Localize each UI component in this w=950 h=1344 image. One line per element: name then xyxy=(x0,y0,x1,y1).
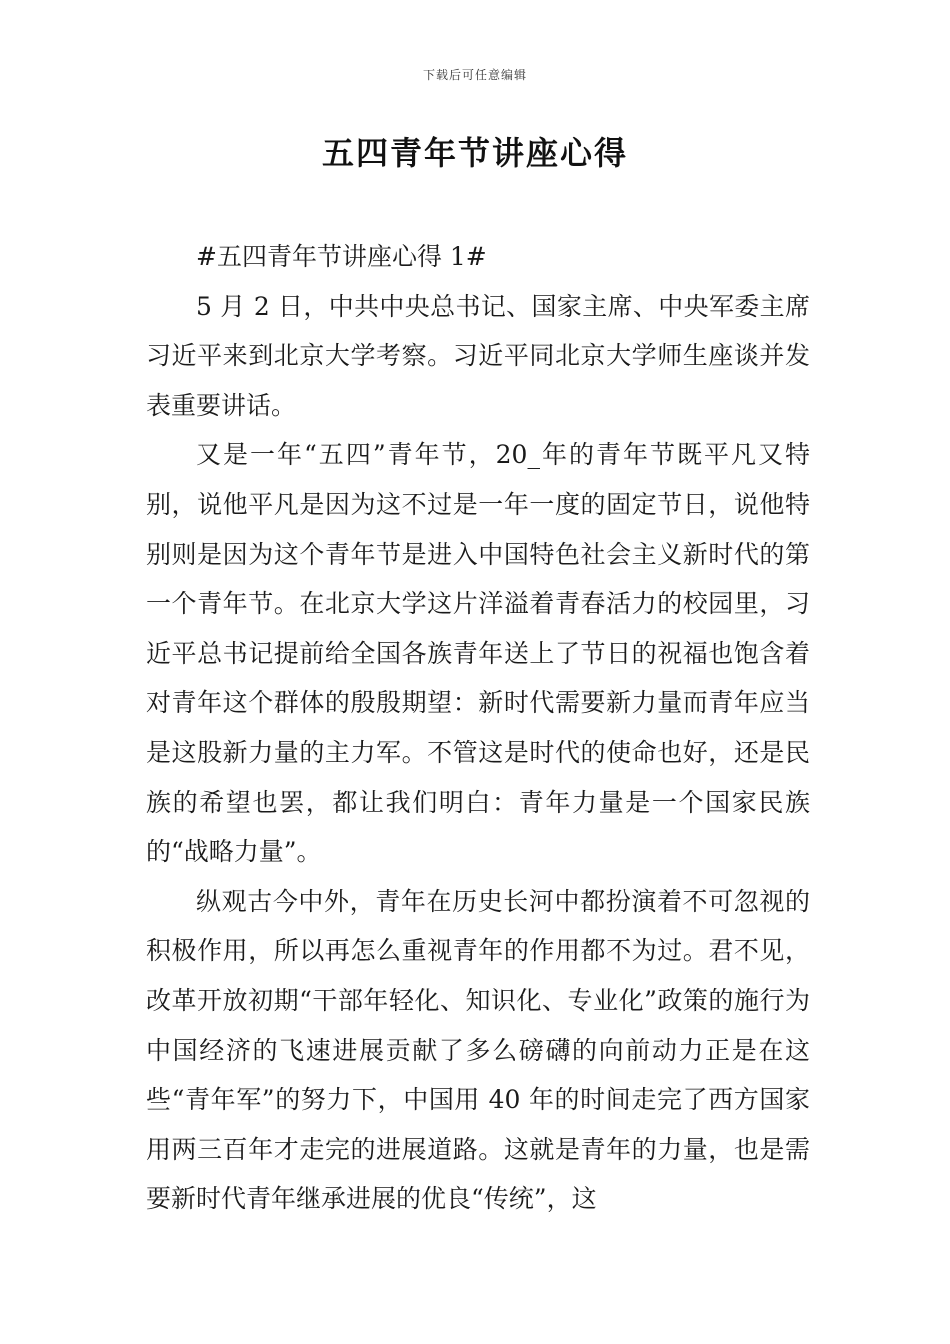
document-title: 五四青年节讲座心得 xyxy=(321,134,628,172)
paragraph: 又是一年“五四”青年节，20_年的青年节既平凡又特别，说他平凡是因为这不过是一年一度的固定节日，说他特别则是因为这个青年节是进入中国特色社会主义新时代的第一个青年节。在北京大学这片洋溢着青春活力的校园里，习近平总书记提前给全国各族青年送上了节日的祝福也饱含着对青年这个群体的殷殷期望：新时代需要新力量而青年应当是这股新力量的主力军。不管这是时代的使命也好，还是民族的希望也罢，都让我们明白：青年力量是一个国家民族的“战略力量”。 xyxy=(146,440,810,867)
header-note: 下载后可任意编辑 xyxy=(422,68,527,82)
section-heading: #五四青年节讲座心得 1# xyxy=(196,242,487,271)
paragraph: 纵观古今中外，青年在历史长河中都扮演着不可忽视的积极作用，所以再怎么重视青年的作用都不为过。君不见，改革开放初期“干部年轻化、知识化、专业化”政策的施行为中国经济的飞速进展贡献了多么磅礴的向前动力正是在这些“青年军”的努力下，中国用 40 年的时间走完了西方国家用两三百年才走完的进展道路。这就是青年的力量，也是需要新时代青年继承进展的优良“传统”，这 xyxy=(146,886,810,1214)
paragraph: 5 月 2 日，中共中央总书记、国家主席、中央军委主席习近平来到北京大学考察。习近平同北京大学师生座谈并发表重要讲话。 xyxy=(146,291,810,420)
document-body xyxy=(146,232,810,1224)
